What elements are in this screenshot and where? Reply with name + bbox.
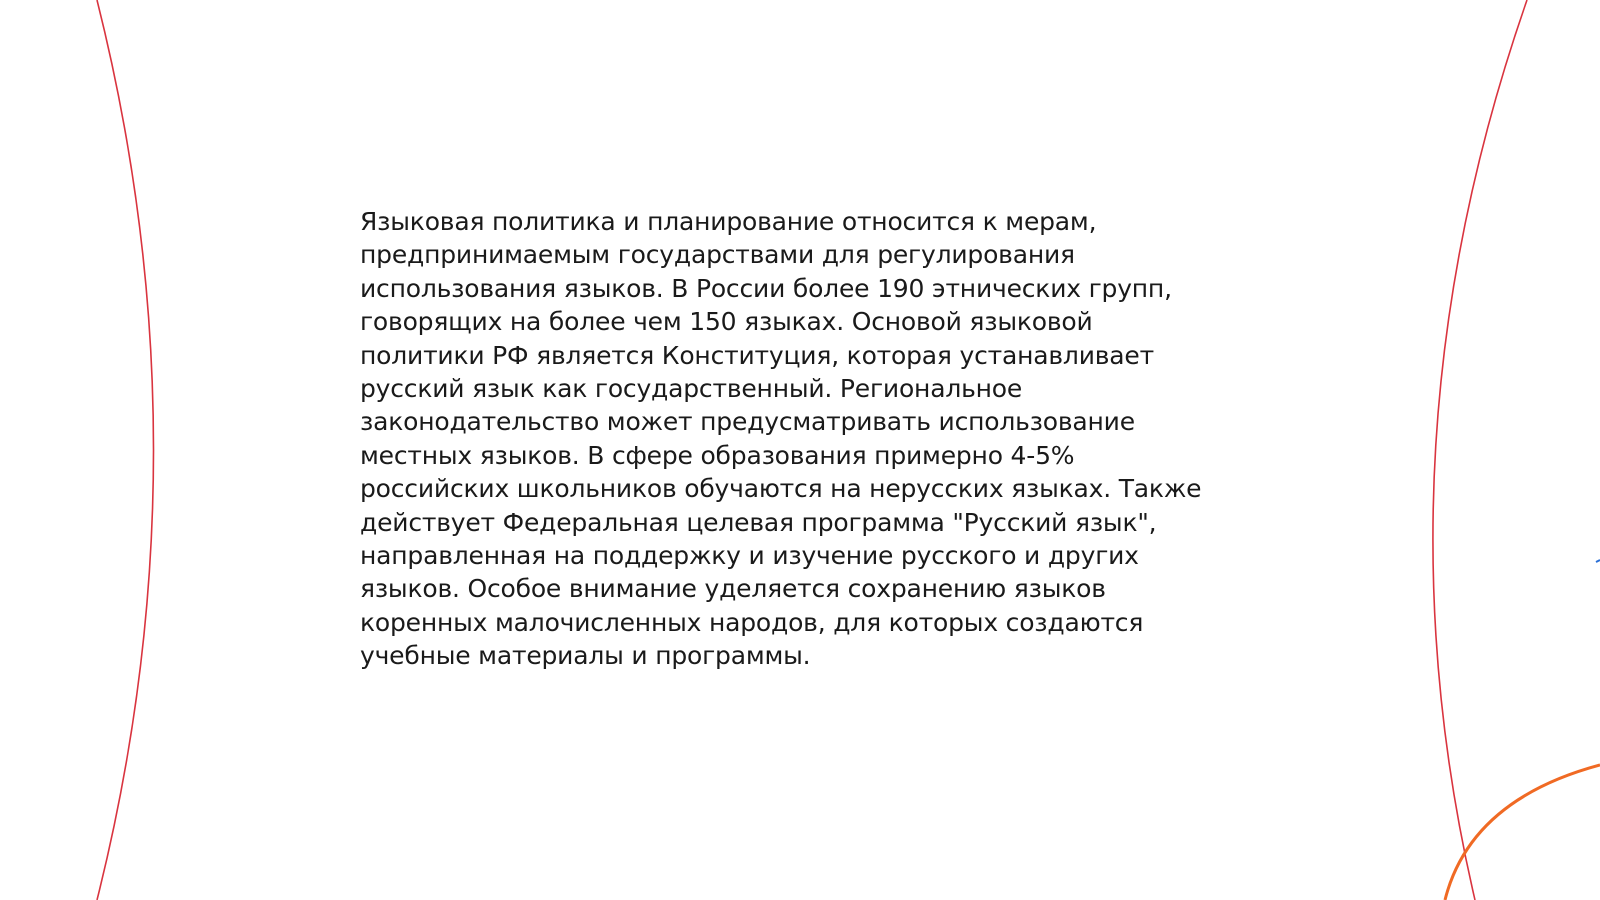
left-red-arc [97, 0, 154, 900]
bottom-right-orange-arc [1445, 765, 1600, 900]
body-text: Языковая политика и планирование относится к мерам, предпринимаемым государствами для регулирования использования языков. В России более 190 этнических групп, говорящих на более чем 150 языках. Основой языковой политики РФ является Конституция, которая устанавливает русский язык как государственный. Региональное законодательство может предусматривать использование местных языков. В сфере образования примерно 4-5% российских школьников обучаются на нерусских языках. Также действует Федеральная целевая программа "Русский язык", направленная на поддержку и изучение русского и других языков. Особое внимание уделяется сохранению языков коренных малочисленных народов, для которых создаются учебные материалы и программы. [360, 207, 1202, 671]
right-red-arc [1433, 0, 1527, 900]
right-edge-blue-mark [1596, 560, 1600, 562]
